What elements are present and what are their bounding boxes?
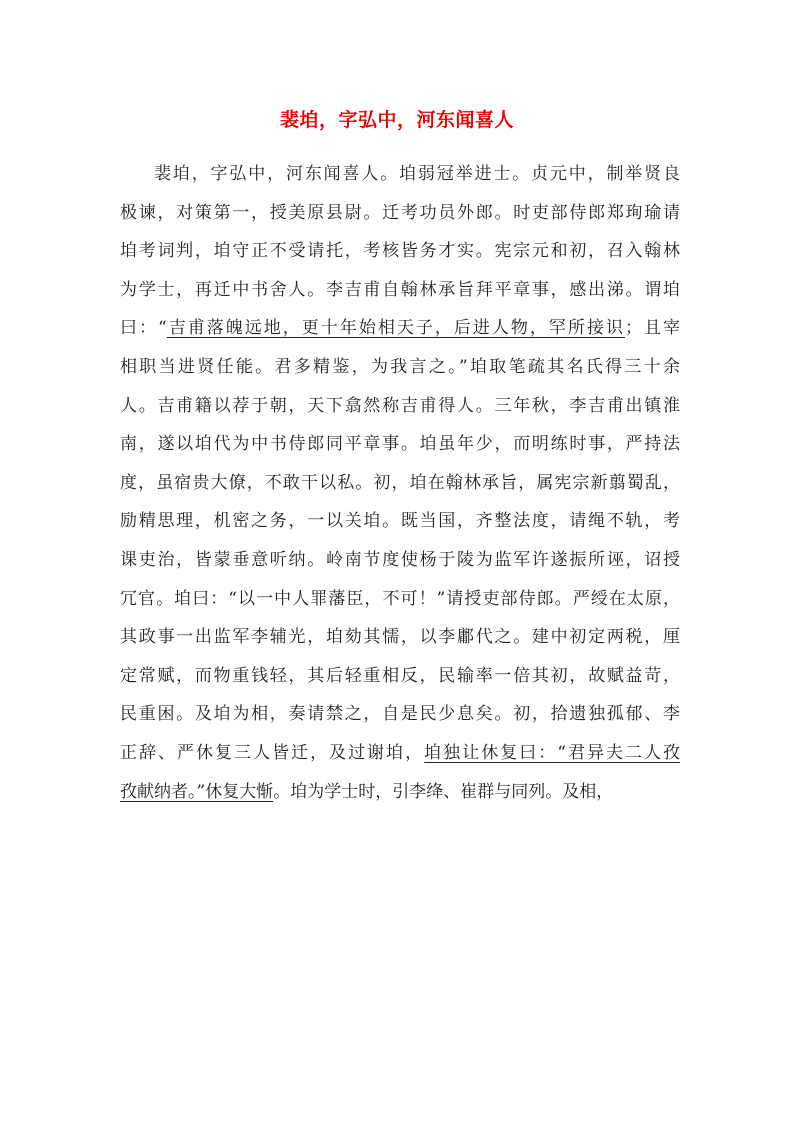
text-line: [120, 464, 680, 503]
underlined-text: 孜献纳者。”休复大惭: [120, 781, 274, 802]
text-line: [120, 232, 680, 271]
text-line: [120, 348, 680, 387]
text-line: [120, 618, 680, 657]
text-segment: 极谏，对策第一，授美原县尉。迁考功员外郎。时吏部侍郎郑珣瑜请: [120, 202, 680, 223]
text-line: [120, 773, 680, 812]
document-body: [120, 155, 680, 811]
text-segment: 裴垍，字弘中，河东闻喜人。垍弱冠举进士。贞元中，制举贤良: [154, 164, 680, 184]
text-line: [120, 155, 680, 194]
text-segment: 人。吉甫籍以荐于朝，天下翕然称吉甫得人。三年秋，李吉甫出镇淮: [120, 395, 680, 416]
text-line: [120, 541, 680, 580]
document-title: 裴垍，字弘中，河东闻喜人: [279, 109, 514, 131]
text-segment: 南，遂以垍代为中书侍郎同平章事。垍虽年少，而明练时事，严持法: [120, 434, 680, 455]
text-line: [120, 695, 680, 734]
underlined-text: 垍独让休复曰：“君异夫二人孜: [424, 742, 680, 763]
text-segment: 定常赋，而物重钱轻，其后轻重相反，民输率一倍其初，故赋益苛，: [120, 665, 680, 686]
text-line: [120, 425, 680, 464]
text-line: [120, 387, 680, 426]
text-line: [120, 194, 680, 233]
text-segment: 正辞、严休复三人皆迁，及过谢垍，: [120, 742, 425, 763]
text-line: [120, 502, 680, 541]
text-segment: 课吏治，皆蒙垂意听纳。岭南节度使杨于陵为监军许遂振所诬，诏授: [120, 549, 680, 570]
underlined-text: 吉甫落魄远地，更十年始相天子，后进人物，罕所接识: [166, 318, 625, 339]
text-segment: 曰：“: [120, 318, 167, 339]
text-segment: 。垍为学士时，引李绛、崔群与同列。及相，: [273, 781, 614, 802]
text-segment: 度，虽宿贵大僚，不敢干以私。初，垍在翰林承旨，属宪宗新翦蜀乱，: [120, 472, 680, 493]
text-line: [120, 309, 680, 348]
text-segment: ；且宰: [624, 318, 680, 339]
text-segment: 相职当进贤任能。君多精鉴，为我言之。”垍取笔疏其名氏得三十余: [120, 356, 680, 377]
text-segment: 其政事一出监军李辅光，垍劾其懦，以李鄘代之。建中初定两税，厘: [120, 627, 680, 648]
text-segment: 民重困。及垍为相，奏请禁之，自是民少息矣。初，拾遗独孤郁、李: [120, 704, 680, 725]
text-segment: 励精思理，机密之务，一以关垍。既当国，齐整法度，请绳不轨，考: [120, 511, 680, 532]
text-line: [120, 580, 680, 619]
text-segment: 为学士，再迁中书舍人。李吉甫自翰林承旨拜平章事，感出涕。谓垍: [120, 279, 680, 300]
text-segment: 垍考词判，垍守正不受请托，考核皆务才实。宪宗元和初，召入翰林: [120, 241, 680, 262]
text-line: [120, 271, 680, 310]
text-line: [120, 734, 680, 773]
text-segment: 冗官。垍曰：“以一中人罪藩臣，不可！”请授吏部侍郎。严绶在太原，: [120, 588, 680, 609]
text-line: [120, 657, 680, 696]
